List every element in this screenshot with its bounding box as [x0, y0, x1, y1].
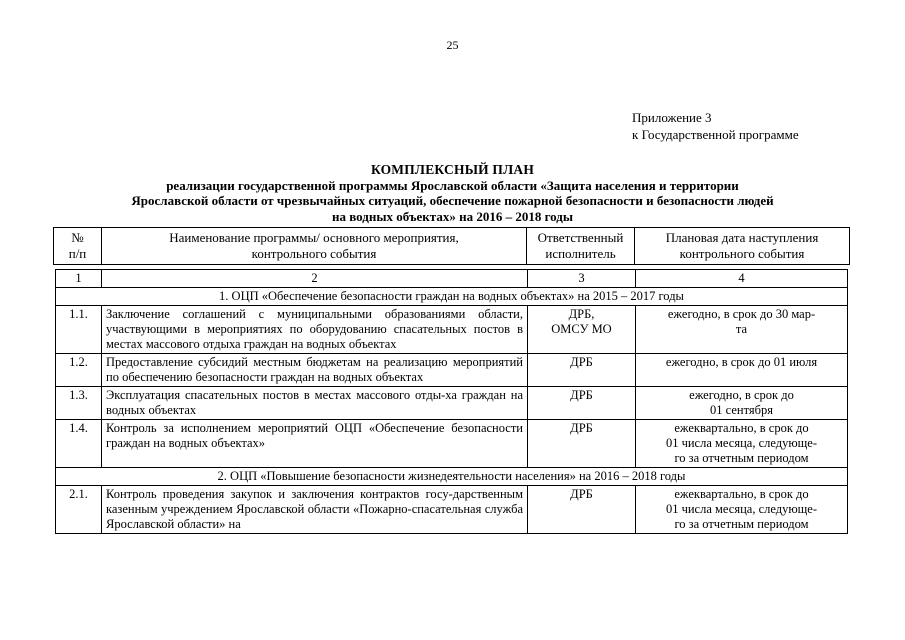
appendix-line-1: Приложение 3 [632, 110, 712, 125]
title-line-3: Ярославской области от чрезвычайных ситуаций, обеспечение пожарной безопасности и безопасности людей [131, 193, 774, 208]
row-name: Эксплуатация спасательных постов в местах массового отды-ха граждан на водных объектах [102, 387, 528, 420]
title-line-4: на водных объектах» на 2016 – 2018 годы [332, 208, 573, 224]
row-executor: ДРБ [528, 354, 636, 387]
table-header [53, 227, 850, 265]
row-executor: ДРБ, ОМСУ МО [528, 306, 636, 354]
column-number: 4 [636, 270, 848, 288]
column-number: 1 [56, 270, 102, 288]
row-date: ежеквартально, в срок до 01 числа месяца, следующе- го за отчетным периодом [636, 420, 848, 468]
row-date: ежегодно, в срок до 01 июля [636, 354, 848, 387]
header-executor: Ответственный исполнитель [527, 228, 635, 265]
column-number: 3 [528, 270, 636, 288]
row-executor: ДРБ [528, 486, 636, 534]
appendix-line-2: к Государственной программе [632, 127, 799, 142]
column-numbers-row [56, 270, 848, 288]
plan-table [53, 227, 849, 534]
header-num: № п/п [54, 228, 102, 265]
row-name: Предоставление субсидий местным бюджетам на реализацию мероприятий по обеспечению безопасности граждан на водных объектах [102, 354, 528, 387]
row-executor: ДРБ [528, 387, 636, 420]
row-executor: ДРБ [528, 420, 636, 468]
title-line-1: КОМПЛЕКСНЫЙ ПЛАН [370, 162, 535, 177]
page-number: 25 [446, 38, 459, 52]
section-row [56, 468, 848, 486]
row-name: Заключение соглашений с муниципальными образованиями области, участвующими в мероприятиях по оборудованию спасательных постов в местах массового отдыха граждан на водных объектах [102, 306, 528, 354]
title-line-2: реализации государственной программы Ярославской области «Защита населения и территории [166, 177, 739, 193]
table-row [56, 420, 848, 468]
row-num: 1.4. [56, 420, 102, 468]
table-row [56, 486, 848, 534]
header-date: Плановая дата наступления контрольного события [635, 228, 850, 265]
row-name: Контроль проведения закупок и заключения контрактов госу-дарственным казенным учреждением Ярославской области «Пожарно-спасательная служба Ярославской области» на [102, 486, 528, 534]
row-date: ежеквартально, в срок до 01 числа месяца, следующе- го за отчетным периодом [636, 486, 848, 534]
section-row [56, 288, 848, 306]
appendix-note [632, 109, 799, 143]
document-title [50, 162, 855, 224]
row-num: 1.2. [56, 354, 102, 387]
row-date: ежегодно, в срок до 01 сентября [636, 387, 848, 420]
row-num: 2.1. [56, 486, 102, 534]
section-title: 2. ОЦП «Повышение безопасности жизнедеятельности населения» на 2016 – 2018 годы [56, 468, 848, 486]
table-row [56, 354, 848, 387]
row-num: 1.3. [56, 387, 102, 420]
row-date: ежегодно, в срок до 30 мар- та [636, 306, 848, 354]
table-row [56, 306, 848, 354]
header-name: Наименование программы/ основного мероприятия, контрольного события [102, 228, 527, 265]
section-title: 1. ОЦП «Обеспечение безопасности граждан на водных объектах» на 2015 – 2017 годы [56, 288, 848, 306]
row-name: Контроль за исполнением мероприятий ОЦП «Обеспечение безопасности граждан на водных объектах» [102, 420, 528, 468]
column-number: 2 [102, 270, 528, 288]
table-row [56, 387, 848, 420]
row-num: 1.1. [56, 306, 102, 354]
table-body [55, 269, 848, 534]
